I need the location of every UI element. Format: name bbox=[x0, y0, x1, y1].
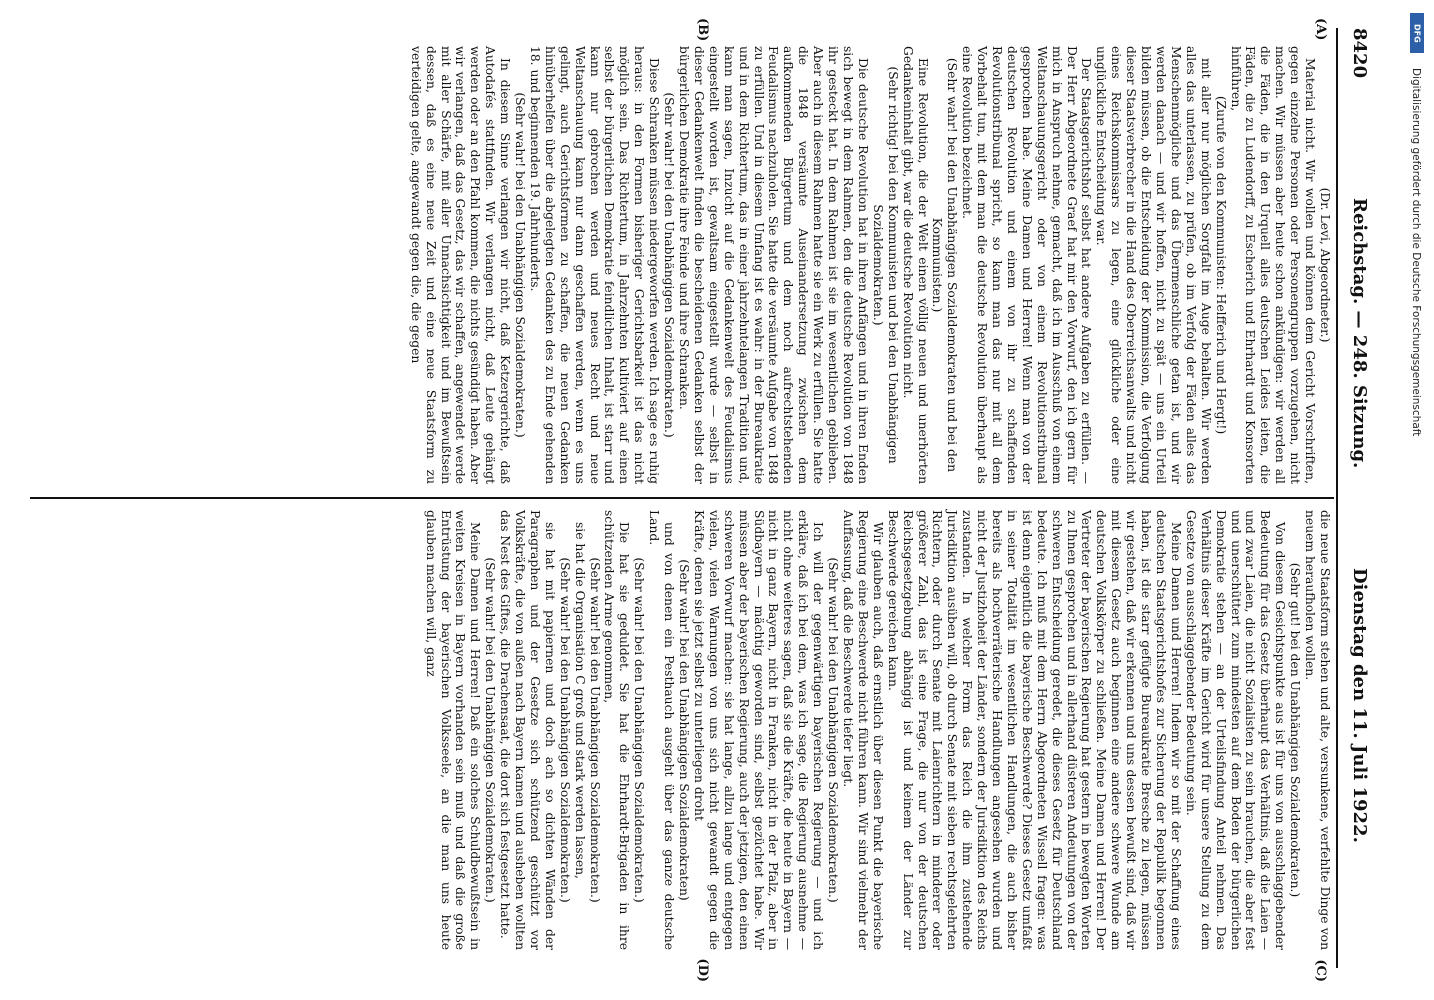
paragraph: (Sehr gut! bei den Unabhängigen Sozialdemokraten.) bbox=[1288, 562, 1303, 898]
paragraph: (Sehr wahr! bei den Unabhängigen Sozialdemokraten) bbox=[677, 559, 692, 901]
margin-mark-d: (D) bbox=[695, 958, 710, 982]
column-rule bbox=[30, 497, 1334, 499]
paragraph: In diesem Sinne verlangen wir nicht, daß Ketzergerichte, daß Autodafés stattfinden. Wir verlangen nicht, daß Leute gehängt werden oder an den Pfahl kommen, die nichts gesündigt haben. Aber wir verlangen, daß das Gesetz, das wir schaffen, angewendet werde mit aller Schärfe, mit aller Unnachsichtigkeit und im Bewußtsein dessen, daß es eine neue Zeit und eine neue Staatsform zu verteidigen gelte, angewandt gegen die, die gegen bbox=[408, 46, 513, 484]
paragraph: (Sehr wahr! bei den Unabhängigen Sozialdemokraten.) bbox=[632, 557, 647, 903]
paragraph: Der Staatsgerichtshof selbst hat andere Aufgaben zu erfüllen. — Der Herr Abgeordnete Graef hat mir den Vorwurf, den ich gern für mich in Anspruch nehme, gemacht, daß ich im Ausschuß von einem Weltanschauungsgericht oder von einem Revolutionstribunal gesprochen habe. Meine Damen und Herren! Wenn man von der deutschen Revolution und einem von ihr zu schaffenden Revolutionstribunal spricht, so kann man das nur mit all dem Vorbehalt tun, mit dem man die deutsche Revolution überhaupt als eine Revolution bezeichnet. bbox=[960, 46, 1094, 484]
paragraph: (Sehr wahr! bei den Unabhängigen Sozialdemokraten.) bbox=[483, 557, 498, 903]
margin-mark-b: (B) bbox=[695, 18, 710, 42]
digitization-credit bbox=[1400, 8, 1430, 998]
paragraph: Eine Revolution, die der Welt einen völlig neuen und unerhörten Gedankeninhalt gibt, war die deutsche Revolution nicht. bbox=[900, 46, 930, 484]
paragraph: Material nicht. Wir wollen und können dem Gericht Vorschriften, gegen einzelne Personen oder Personengruppen vorzugehen, nicht machen. Wir müssen aber heute schon ankündigen: wir werden all die Fäden, die in den Urquell alles deutschen Leides leiten, die Fäden, die zu Ludendorff, zu Escherich und Ehrhardt und Konsorten hinführen, bbox=[1228, 46, 1318, 484]
paragraph: Meine Damen und Herren! Indem wir so mit der Schaffung eines deutschen Staatsgerichtshofes zur Sicherung der Republik begonnen haben, ist die starr gefügte Bureaukratie Bresche zu legen, müssen wir gestehen, daß wir erkennen und uns dessen bewußt sind, daß wir mit diesem Gesetz auch beginnen eine andere schwere Wunde am deutschen Volkskörper zu schließen. Meine Damen und Herren! Der Vertreter der bayerischen Regierung hat gestern in bewegten Worten zu Ihnen gesprochen und in allerhand düsteren Andeutungen von der schweren Entscheidung geredet, die dieses Gesetz für Deutschland bedeute. Ich muß mit dem Herrn Abgeordneten Wissell fragen: was ist denn eigentlich die bayerische Beschwerde? Dieses Gesetz umfaßt in seiner Totalität im wesentlichen Handlungen, die auch bisher bereits als hochverräterische Handlungen angesehen wurden und nicht der Justizhoheit der Länder, sondern der Jurisdiktion des Reichs zustanden. In welcher Form das Reich die ihm zustehende Jurisdiktion ausüben will, ob durch Senate mit sieben rechtsgelehrten Richtern, oder durch Senate mit Laienrichtern in minderer oder größerer Zahl, das ist eine Frage, die nur von der deutschen Reichsgesetzgebung abhängig ist und keinem der Länder zur Beschwerde gereichen kann. bbox=[885, 510, 1183, 950]
page-number: 8420 bbox=[1349, 28, 1370, 79]
paragraph: Von diesem Gesichtspunkte aus ist für uns von ausschlaggebender Bedeutung für das Gesetz überhaupt das Verhältnis, daß die Laien — und zwar Laien, die nicht Sozialisten zu sein brauchen, die aber fest und unerschüttert zum mindesten auf dem Boden der bürgerlichen Demokratie stehen — an der Urteilsfindung Anteil nehmen. Das Verhältnis dieser Kräfte im Gericht wird für unsere Stellung zu dem Gesetze von ausschlaggebender Bedeutung sein. bbox=[1183, 510, 1288, 950]
paragraph: und von denen ein Pesthauch ausgeht über das ganze deutsche Land. bbox=[647, 510, 677, 950]
header-rule bbox=[1336, 28, 1338, 968]
paragraph: Diese Schranken müssen niedergeworfen werden. Ich sage es ruhig heraus: in den Formen bisheriger Gerichtsbarkeit ist das nicht möglich sein. Das Richtertum, in Jahrzehnten kultiviert auf einen selbst der bürgerlichen Demokratie feindlichen Inhalt, ist starr und kann nur gebrochen werden und neues Recht und neue Weltanschauung kann nur dann geschaffen werden, wenn es uns gelingt, auch Gerichtsformen zu schaffen, die neuen Gedanken hinüberhelfen über die abgelegten Gedanken des zu Ende gehenden 18. und beginnenden 19. Jahrhunderts. bbox=[527, 46, 662, 484]
right-running-title: Dienstag den 11. Juli 1922. bbox=[1349, 568, 1370, 843]
left-running-title: Reichstag. — 248. Sitzung. bbox=[1349, 198, 1370, 469]
paragraph: Meine Damen und Herren! Daß ein solches Schuldbewußtsein in weiten Kreisen in Bayern vorhanden sein muß und daß die große Entrüstung der bayerischen Volksseele, an die man uns heute glauben machen will, ganz bbox=[423, 510, 483, 950]
paragraph: (Sehr richtig! bei den Kommunisten und bei den Unabhängigen Sozialdemokraten.) bbox=[870, 66, 900, 464]
margin-mark-a: (A) bbox=[1313, 18, 1328, 41]
paragraph: die neue Staatsform stehen und alte, versunkene, verfehlte Dinge von neuem heraufholen wollen. bbox=[1303, 510, 1332, 950]
paragraph: Die deutsche Revolution hat in ihren Anfängen und in ihren Enden sich bewegt in dem Rahmen, den die deutsche Revolution von 1848 ihr gesteckt hat. In dem Rahmen ist sie im wesentlichen geblieben. Aber auch in diesem Rahmen hatte sie ein Werk zu erfüllen. Sie hatte die 1848 versäumte Auseinandersetzung zwischen dem aufkommenden Bürgertum und dem noch aufrechtstehenden Feudalismus nachzuholen. Sie hatte die versäumte Aufgabe von 1848 zu erfüllen. Und in diesem Umfang ist es wahr: in der Bureaukratie und in dem Richtertum, das in einer jahrzehntelangen Tradition und, kann man sagen, Inzucht auf die Gedankenwelt des Feudalismus eingestellt worden ist, gewaltsam eingestellt wurde — selbst in dieser Gedankenwelt finden die bescheidenen Gedanken selbst der bürgerlichen Demokratie ihre Feinde und ihre Schranken. bbox=[677, 46, 870, 484]
paragraph: Ich will der gegenwärtigen bayerischen Regierung — und ich erkläre, daß ich bei dem, was ich sage, die Regierung ausnehme — nicht ohne weiteres sagen, daß sie die Kräfte, die heute in Bayern — nicht in ganz Bayern, nicht in Franken, nicht in der Pfalz, aber in Südbayern — mächtig geworden sind, selbst gezüchtet habe. Wir müssen aber der bayerischen Regierung, auch der jetzigen, den einen schweren Vorwurf machen: sie hat lange, allzu lange und entgegen vielen, vielen Warnungen von uns sich nicht gewandt gegen die Kräfte, denen sie jetzt selbst zu unterliegen droht bbox=[691, 510, 826, 950]
credit-text: Digitalisierung gefördert durch die Deutsche Forschungsgemeinschaft bbox=[1410, 68, 1422, 437]
paragraph: (Sehr wahr! bei den Unabhängigen Sozialdemokraten.) bbox=[662, 92, 677, 438]
paragraph: (Sehr wahr! bei den Unabhängigen Sozialdemokraten.) bbox=[587, 557, 602, 903]
paragraph: (Sehr wahr! bei den Unabhängigen Sozialdemokraten.) bbox=[826, 557, 841, 903]
paragraph: mit aller nur möglichen Sorgfalt im Auge behalten. Wir werden alles das unterlassen, zu prüfen, ob im Verfolg der Fäden alles das Menschenmögliche und das Übermenschliche getan ist, und wir werden danach — und wir hoffen, nicht zu spät — uns ein Urteil bilden müssen, ob die Entscheidung der Kommission, die Verfolgung dieser Staatsverbrecher in die Hand des Oberreichsanwalts und nicht eines Reichskommissars zu legen, eine glückliche oder eine unglückliche Entscheidung war. bbox=[1094, 46, 1213, 484]
margin-mark-c: (C) bbox=[1313, 959, 1328, 982]
paragraph: (Sehr wahr! bei den Unabhängigen Sozialdemokraten.) bbox=[513, 92, 528, 438]
paragraph: (Dr. Levi, Abgeordneter.) bbox=[1318, 187, 1332, 343]
paragraph: sie hat die Organisation C groß und stark werden lassen, bbox=[572, 522, 587, 879]
paragraph: (Sehr wahr! bei den Unabhängigen Sozialdemokraten.) bbox=[557, 557, 572, 903]
left-text-column bbox=[30, 46, 1332, 484]
right-text-column bbox=[30, 510, 1332, 950]
paragraph: Die hat sie geduldet. Sie hat die Ehrhardt-Brigaden in ihre schützenden Arme genommen, bbox=[602, 510, 632, 950]
paragraph: Wir glauben auch, daß ernstlich über diesen Punkt die bayerische Regierung eine Beschwerde nicht führen kann. Wir sind vielmehr der Auffassung, daß die Beschwerde tiefer liegt. bbox=[841, 510, 885, 950]
paragraph: (Zurufe von den Kommunisten: Helfferich und Hergt!) bbox=[1213, 95, 1228, 435]
page-header bbox=[1340, 28, 1380, 968]
paragraph: (Sehr wahr! bei den Unabhängigen Sozialdemokraten und bei den Kommunisten.) bbox=[930, 57, 960, 473]
scanned-page bbox=[10, 8, 1400, 988]
paragraph: sie hat mit papiernen und doch ach so dichten Wänden der Paragraphen und der Gesetze sich schützend geschützt vor Volkskräfte, die von außen nach Bayern kamen und ausheben wollten das Nest des Giftes, die Drachensaat, die dort sich festgesetzt hatte. bbox=[498, 510, 557, 950]
dfg-logo: DFG bbox=[1410, 13, 1424, 53]
